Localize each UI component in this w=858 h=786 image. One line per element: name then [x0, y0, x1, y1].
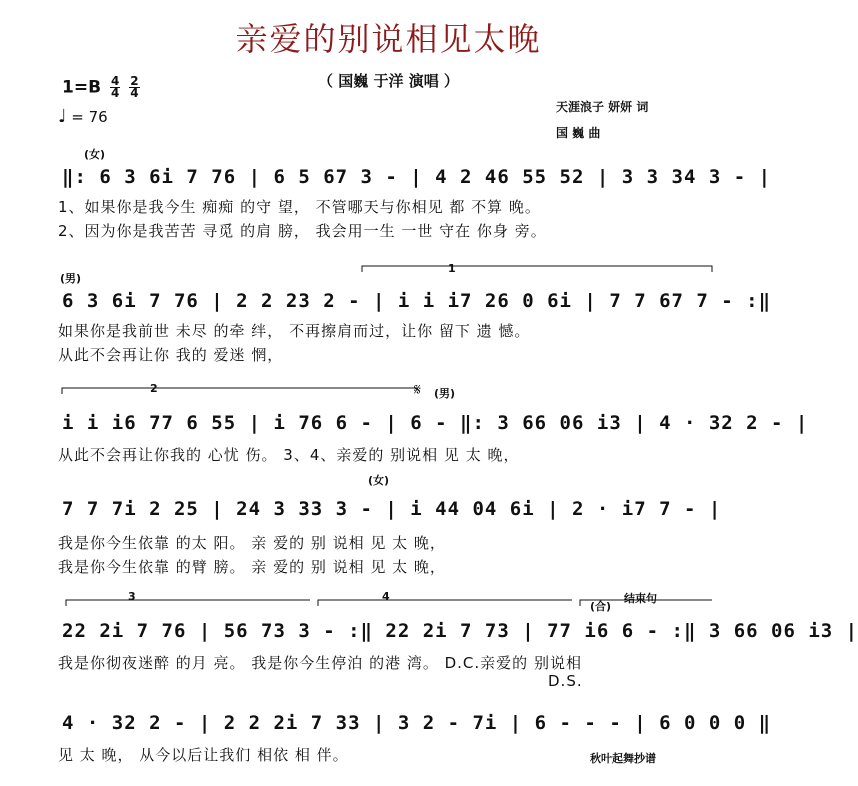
ds-marking: D.S. — [548, 672, 583, 690]
lyrics-row-5: 我是你彻夜迷醉 的月 亮。 我是你今生停泊 的港 湾。 D.C.亲爱的 别说相 — [58, 654, 582, 672]
notes-row-2: 6 3 6i 7 76 | 2 2 23 2 - | i i i7 26 0 6i | 7 7 67 7 - :‖ — [62, 290, 772, 312]
lyrics-row-2-verse-1: 如果你是我前世 未尽 的牵 绊， 不再擦肩而过，让你 留下 遗 憾。 — [58, 322, 531, 340]
ending-label: 结束句 — [624, 592, 657, 605]
lyrics-row-1-verse-2: 2、因为你是我苦苦 寻觅 的肩 膀， 我会用一生 一世 守在 你身 旁。 — [58, 222, 547, 240]
notes-row-3: i i i6 77 6 55 | i 76 6 - | 6 - ‖: 3 66 06 i3 | 4 · 32 2 - | — [62, 412, 809, 434]
notes-row-6: 4 · 32 2 - | 2 2 2i 7 33 | 3 2 - 7i | 6 - - - | 6 0 0 0 ‖ — [62, 712, 772, 734]
lyrics-row-2-verse-2: 从此不会再让你 我的 爱迷 惘， — [58, 346, 284, 364]
time-signature-4-4: $\frac{4}{4}$ — [110, 74, 120, 100]
lyrics-row-3: 从此不会再让你我的 心忧 伤。 3、4、亲爱的 别说相 见 太 晚， — [58, 446, 520, 464]
volta-4-label: 4 — [382, 590, 390, 603]
quarter-note-icon: ♩ — [58, 106, 67, 127]
female-marker: (女) — [84, 148, 106, 161]
notes-row-1: ‖: 6 3 6i 7 76 | 6 5 67 3 - | 4 2 46 55 52 | 3 3 34 3 - | — [62, 166, 772, 188]
volta-3-label: 3 — [128, 590, 136, 603]
tempo-marking: ♩ = 76 — [58, 106, 108, 127]
lyrics-row-4-verse-2: 我是你今生依靠 的臂 膀。 亲 爱的 别 说相 见 太 晚， — [58, 558, 446, 576]
segno-icon: 𝄋 — [414, 380, 421, 399]
volta-1-label: 1 — [448, 262, 456, 275]
transcriber-credit: 秋叶起舞抄谱 — [590, 752, 656, 765]
notes-row-5: 22 2i 7 76 | 56 73 3 - :‖ 22 2i 7 73 | 77 i6 6 - :‖ 3 66 06 i3 | — [62, 620, 858, 642]
lyricist-credit: 天涯浪子 妍妍 词 — [556, 100, 649, 114]
lyrics-row-6: 见 太 晚， 从今以后让我们 相依 相 伴。 — [58, 746, 349, 764]
male-marker-2: (男) — [434, 387, 456, 400]
male-marker: (男) — [60, 272, 82, 285]
composer-credit: 国 巍 曲 — [556, 126, 601, 140]
chorus-marker: (合) — [590, 600, 612, 613]
song-title: 亲爱的别说相见太晚 — [235, 20, 542, 58]
notes-row-4: 7 7 7i 2 25 | 24 3 33 3 - | i 44 04 6i | 2 · i7 7 - | — [62, 498, 722, 520]
volta-2-label: 2 — [150, 382, 158, 395]
key-label: 1=B — [62, 77, 102, 98]
lyrics-row-1-verse-1: 1、如果你是我今生 痴痴 的守 望， 不管哪天与你相见 都 不算 晚。 — [58, 198, 541, 216]
lyrics-row-4-verse-1: 我是你今生依靠 的太 阳。 亲 爱的 别 说相 见 太 晚， — [58, 534, 446, 552]
performers: （ 国巍 于洋 演唱 ） — [318, 72, 459, 90]
female-marker-2: (女) — [368, 474, 390, 487]
time-signature-2-4: $\frac{2}{4}$ — [130, 74, 139, 100]
